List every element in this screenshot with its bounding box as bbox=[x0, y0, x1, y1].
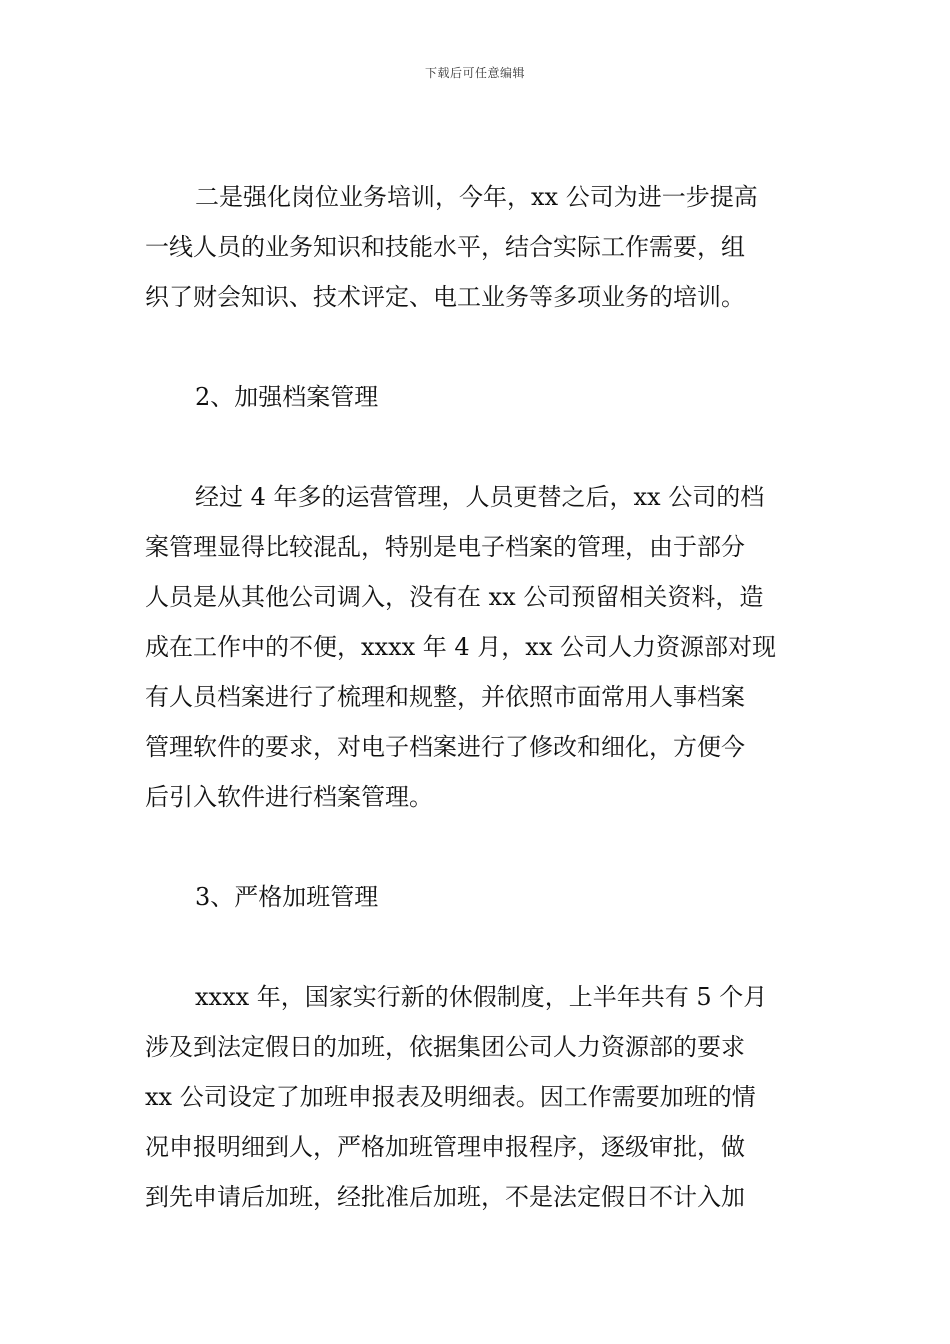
text-line: 成在工作中的不便，xxxx 年 4 月，xx 公司人力资源部对现 bbox=[145, 633, 776, 661]
section-heading: 3、严格加班管理 bbox=[195, 883, 379, 911]
section-heading-overtime bbox=[145, 872, 807, 922]
text-line: 人员是从其他公司调入，没有在 xx 公司预留相关资料，造 bbox=[145, 583, 764, 611]
section-heading: 2、加强档案管理 bbox=[195, 383, 379, 411]
section-heading-archive bbox=[145, 372, 807, 422]
text-line: 织了财会知识、技术评定、电工业务等多项业务的培训。 bbox=[145, 283, 745, 311]
paragraph-overtime bbox=[145, 972, 807, 1222]
paragraph-training bbox=[145, 172, 807, 322]
text-line: 管理软件的要求，对电子档案进行了修改和细化，方便今 bbox=[145, 733, 745, 761]
text-line: 一线人员的业务知识和技能水平，结合实际工作需要，组 bbox=[145, 233, 745, 261]
text-line: 案管理显得比较混乱，特别是电子档案的管理，由于部分 bbox=[145, 533, 745, 561]
document-body bbox=[145, 172, 807, 1222]
page-header: 下载后可任意编辑 bbox=[424, 66, 525, 80]
text-line: xx 公司设定了加班申报表及明细表。因工作需要加班的情 bbox=[145, 1083, 756, 1111]
text-line: 涉及到法定假日的加班，依据集团公司人力资源部的要求 bbox=[145, 1033, 745, 1061]
text-line: 后引入软件进行档案管理。 bbox=[145, 783, 433, 811]
text-line: 二是强化岗位业务培训，今年，xx 公司为进一步提高 bbox=[195, 183, 758, 211]
text-line: xxxx 年，国家实行新的休假制度，上半年共有 5 个月 bbox=[195, 983, 768, 1011]
paragraph-archive bbox=[145, 472, 807, 822]
text-line: 到先申请后加班，经批准后加班，不是法定假日不计入加 bbox=[145, 1183, 745, 1211]
text-line: 经过 4 年多的运营管理，人员更替之后，xx 公司的档 bbox=[195, 483, 765, 511]
text-line: 况申报明细到人，严格加班管理申报程序，逐级审批，做 bbox=[145, 1133, 745, 1161]
text-line: 有人员档案进行了梳理和规整，并依照市面常用人事档案 bbox=[145, 683, 745, 711]
